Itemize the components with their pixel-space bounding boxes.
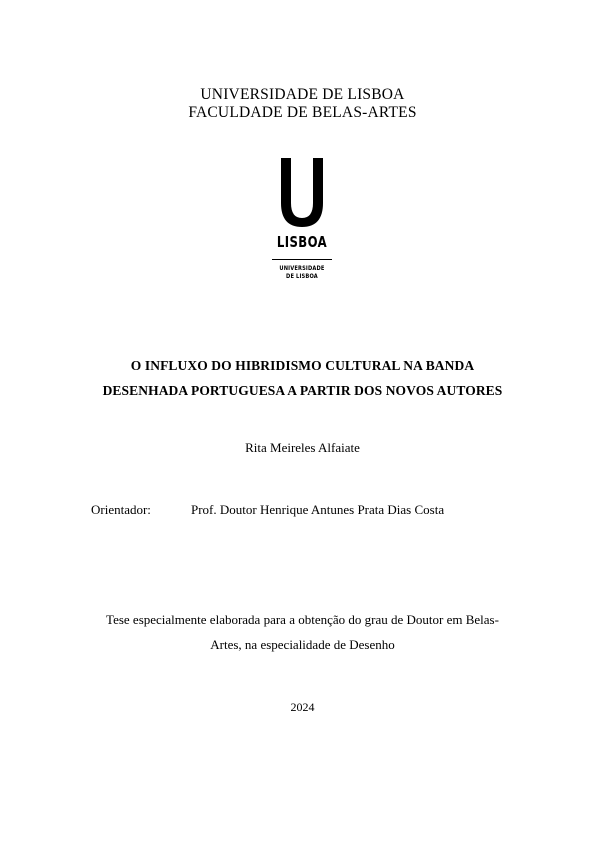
author-name: Rita Meireles Alfaiate [245, 440, 360, 455]
logo-small-text-1: UNIVERSIDADE [279, 265, 325, 272]
thesis-title-line-2: DESENHADA PORTUGUESA A PARTIR DOS NOVOS AUTORES [102, 383, 503, 398]
university-logo [252, 155, 352, 290]
thesis-statement-line-1: Tese especialmente elaborada para a obtenção do grau de Doutor em Belas- [106, 612, 499, 627]
logo-word-lisboa: LISBOA [276, 233, 328, 251]
logo-divider [272, 259, 332, 260]
thesis-title-line-1: O INFLUXO DO HIBRIDISMO CULTURAL NA BANDA [130, 358, 475, 373]
thesis-statement-line-2: Artes, na especialidade de Desenho [210, 637, 395, 652]
faculty-name: FACULDADE DE BELAS-ARTES [188, 104, 417, 121]
logo-small-text-2: DE LISBOA [286, 273, 318, 280]
publication-year: 2024 [290, 700, 315, 714]
university-u-logo-icon [252, 155, 352, 230]
university-name: UNIVERSIDADE DE LISBOA [200, 86, 405, 103]
advisor-name: Prof. Doutor Henrique Antunes Prata Dias Costa [191, 502, 445, 517]
advisor-label: Orientador: [91, 502, 151, 517]
